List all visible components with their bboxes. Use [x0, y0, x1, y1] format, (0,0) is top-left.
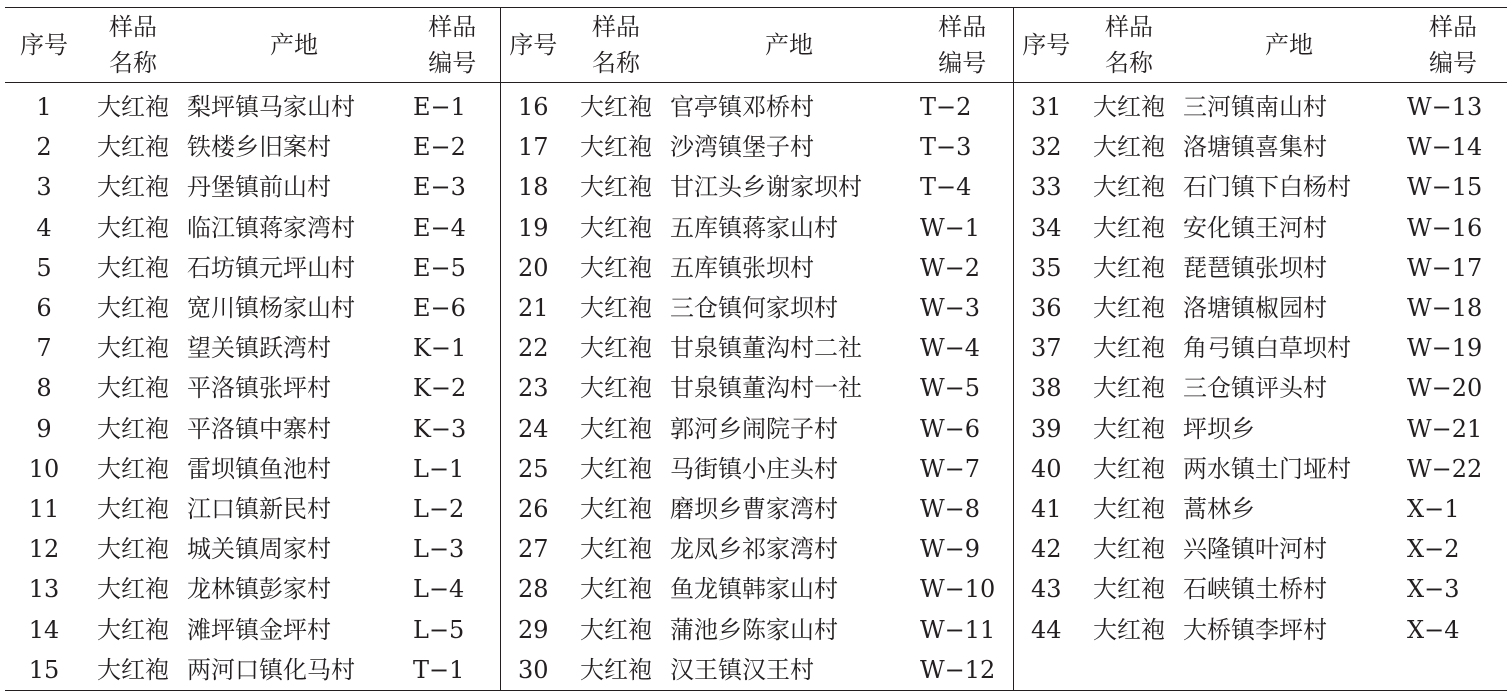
sample-name-cell: 大红袍: [97, 454, 169, 483]
origin-cell: 磨坝乡曹家湾村: [670, 494, 838, 523]
seq-cell: 29: [500, 609, 566, 649]
origin-cell: 龙林镇彭家村: [187, 575, 331, 604]
sample-name-cell: 大红袍: [1093, 615, 1165, 644]
seq-cell: 7: [36, 334, 52, 363]
sample-code-cell: W−14: [1407, 133, 1483, 162]
origin-cell: 鱼龙镇韩家山村: [670, 575, 838, 604]
seq-cell: 40: [1013, 449, 1079, 489]
seq-cell: 22: [500, 328, 566, 368]
seq-cell: 11: [28, 494, 60, 523]
origin-cell: 丹堡镇前山村: [187, 173, 331, 202]
sample-name-cell: 大红袍: [97, 414, 169, 443]
origin-cell: 琵琶镇张坝村: [1183, 253, 1327, 282]
origin-cell: 宽川镇杨家山村: [187, 294, 355, 323]
sample-code-cell: T−3: [920, 133, 972, 162]
table-row: [5, 83, 1507, 128]
sample-code-cell: W−1: [920, 213, 981, 242]
sample-code-cell: K−2: [413, 374, 467, 403]
origin-cell: 马街镇小庄头村: [670, 454, 838, 483]
header-sample-code: 样品 编号: [405, 8, 500, 83]
origin-cell: 铁楼乡旧案村: [187, 133, 331, 162]
sample-code-cell: E−4: [413, 213, 466, 242]
sample-code-cell: W−5: [920, 374, 981, 403]
sample-code-cell: W−4: [920, 334, 981, 363]
seq-cell: 38: [1013, 368, 1079, 408]
sample-code-cell: L−1: [413, 454, 465, 483]
origin-cell: 平洛镇张坪村: [187, 374, 331, 403]
sample-name-cell: 大红袍: [97, 294, 169, 323]
origin-cell: 城关镇周家村: [187, 535, 331, 564]
sample-code-cell: T−4: [920, 173, 972, 202]
table-row: [5, 489, 1507, 529]
header-origin: 产地: [183, 8, 405, 83]
seq-cell: 39: [1013, 409, 1079, 449]
origin-cell: 甘江头乡谢家坝村: [670, 173, 862, 202]
sample-code-cell: T−1: [405, 650, 500, 691]
header-seq: 序号: [5, 8, 83, 83]
origin-cell: 滩坪镇金坪村: [187, 615, 331, 644]
seq-cell: 9: [36, 414, 52, 443]
table-row: [5, 449, 1507, 489]
sample-name-cell: 大红袍: [580, 334, 652, 363]
sample-name-cell: 大红袍: [1093, 535, 1165, 564]
origin-cell: 望关镇跃湾村: [187, 334, 331, 363]
sample-name-cell: 大红袍: [1093, 414, 1165, 443]
sample-code-cell: L−3: [413, 535, 465, 564]
sample-name-cell: 大红袍: [1093, 334, 1165, 363]
seq-cell: 28: [500, 569, 566, 609]
origin-cell: 坪坝乡: [1183, 414, 1255, 443]
sample-code-cell: W−20: [1407, 374, 1483, 403]
origin-cell: 三河镇南山村: [1183, 93, 1327, 122]
seq-cell: 5: [36, 253, 52, 282]
table-row: [5, 529, 1507, 569]
seq-cell: 43: [1013, 569, 1079, 609]
header-sample-name: 样品 名称: [83, 8, 183, 83]
sample-code-cell: W−22: [1407, 454, 1483, 483]
origin-cell: 角弓镇白草坝村: [1183, 334, 1351, 363]
origin-cell: 两河口镇化马村: [183, 650, 405, 691]
seq-cell: 30: [500, 650, 566, 691]
seq-cell: 26: [500, 489, 566, 529]
origin-cell: 大桥镇李坪村: [1183, 615, 1327, 644]
seq-cell: 33: [1013, 167, 1079, 207]
sample-code-cell: X−1: [1407, 494, 1460, 523]
table-row: [5, 409, 1507, 449]
table-row: [5, 328, 1507, 368]
seq-cell: 3: [36, 173, 52, 202]
table-body: [5, 83, 1507, 691]
header-seq: 序号: [1013, 8, 1079, 83]
sample-name-cell: 大红袍: [97, 575, 169, 604]
seq-cell: 17: [500, 127, 566, 167]
sample-name-cell: 大红袍: [1093, 294, 1165, 323]
table-row: [5, 569, 1507, 609]
seq-cell: 16: [500, 83, 566, 128]
sample-code-cell: [1399, 650, 1507, 691]
table-row: [5, 609, 1507, 649]
seq-cell: 37: [1013, 328, 1079, 368]
origin-cell: 洛塘镇喜集村: [1183, 133, 1327, 162]
sample-name-cell: 大红袍: [97, 93, 169, 122]
origin-cell: 甘泉镇董沟村一社: [670, 374, 862, 403]
origin-cell: 三仓镇评头村: [1183, 374, 1327, 403]
seq-cell: 1: [36, 93, 52, 122]
seq-cell: 2: [36, 133, 52, 162]
seq-cell: [1013, 650, 1079, 691]
sample-code-cell: E−3: [413, 173, 466, 202]
origin-cell: 五库镇蒋家山村: [670, 213, 838, 242]
origin-cell: 蒲池乡陈家山村: [670, 615, 838, 644]
seq-cell: 15: [5, 650, 83, 691]
origin-cell: 龙凤乡祁家湾村: [670, 535, 838, 564]
sample-name-cell: 大红袍: [1093, 454, 1165, 483]
sample-code-cell: W−15: [1407, 173, 1483, 202]
sample-code-cell: E−6: [413, 294, 466, 323]
seq-cell: 27: [500, 529, 566, 569]
sample-name-cell: 大红袍: [1093, 494, 1165, 523]
table-row: [5, 650, 1507, 691]
seq-cell: 13: [28, 575, 60, 604]
sample-name-cell: 大红袍: [580, 253, 652, 282]
table-row: [5, 127, 1507, 167]
header-sample-name: 样品 名称: [1079, 8, 1179, 83]
sample-name-cell: 大红袍: [580, 575, 652, 604]
sample-code-cell: L−2: [413, 494, 465, 523]
sample-code-cell: W−6: [920, 414, 981, 443]
header-sample-name: 样品 名称: [566, 8, 666, 83]
sample-code-cell: W−18: [1407, 294, 1483, 323]
origin-cell: 蒿林乡: [1183, 494, 1255, 523]
origin-cell: [1179, 650, 1399, 691]
sample-name-cell: 大红袍: [580, 133, 652, 162]
seq-cell: 21: [500, 288, 566, 328]
seq-cell: 41: [1013, 489, 1079, 529]
sample-name-cell: 大红袍: [97, 374, 169, 403]
sample-name-cell: 大红袍: [1093, 374, 1165, 403]
sample-code-cell: E−5: [413, 253, 466, 282]
header-sample-code: 样品 编号: [1399, 8, 1507, 83]
seq-cell: 19: [500, 208, 566, 248]
origin-cell: 两水镇土门垭村: [1183, 454, 1351, 483]
origin-cell: 石坊镇元坪山村: [187, 253, 355, 282]
sample-name-cell: 大红袍: [97, 615, 169, 644]
seq-cell: 23: [500, 368, 566, 408]
seq-cell: 24: [500, 409, 566, 449]
seq-cell: 14: [28, 615, 60, 644]
table-row: [5, 368, 1507, 408]
origin-cell: 石门镇下白杨村: [1183, 173, 1351, 202]
seq-cell: 44: [1013, 609, 1079, 649]
sample-name-cell: 大红袍: [580, 294, 652, 323]
sample-name-cell: 大红袍: [1093, 93, 1165, 122]
sample-code-cell: E−2: [413, 133, 466, 162]
sample-code-cell: W−17: [1407, 253, 1483, 282]
sample-name-cell: 大红袍: [1093, 133, 1165, 162]
origin-cell: 甘泉镇董沟村二社: [670, 334, 862, 363]
origin-cell: 雷坝镇鱼池村: [187, 454, 331, 483]
header-sample-code: 样品 编号: [912, 8, 1013, 83]
sample-name-cell: 大红袍: [1093, 173, 1165, 202]
sample-code-cell: W−8: [920, 494, 981, 523]
sample-code-cell: W−9: [920, 535, 981, 564]
sample-code-cell: W−12: [912, 650, 1013, 691]
seq-cell: 32: [1013, 127, 1079, 167]
header-row: [5, 8, 1507, 83]
seq-cell: 8: [36, 374, 52, 403]
sample-code-cell: E−1: [413, 93, 466, 122]
origin-cell: 官亭镇邓桥村: [670, 93, 814, 122]
header-origin: 产地: [666, 8, 912, 83]
sample-name-cell: 大红袍: [580, 414, 652, 443]
table-row: [5, 167, 1507, 207]
sample-name-cell: 大红袍: [566, 650, 666, 691]
sample-name-cell: 大红袍: [97, 334, 169, 363]
origin-cell: 梨坪镇马家山村: [187, 93, 355, 122]
seq-cell: 4: [36, 213, 52, 242]
seq-cell: 10: [28, 454, 60, 483]
sample-code-cell: W−16: [1407, 213, 1483, 242]
sample-name-cell: 大红袍: [97, 253, 169, 282]
sample-code-cell: L−4: [413, 575, 465, 604]
seq-cell: 20: [500, 248, 566, 288]
sample-code-cell: W−13: [1407, 93, 1483, 122]
sample-name-cell: [1079, 650, 1179, 691]
sample-name-cell: 大红袍: [97, 133, 169, 162]
origin-cell: 兴隆镇叶河村: [1183, 535, 1327, 564]
sample-name-cell: 大红袍: [580, 454, 652, 483]
origin-cell: 江口镇新民村: [187, 494, 331, 523]
seq-cell: 12: [28, 535, 60, 564]
sample-code-cell: X−3: [1407, 575, 1460, 604]
seq-cell: 36: [1013, 288, 1079, 328]
sample-code-cell: W−11: [920, 615, 996, 644]
table-row: [5, 288, 1507, 328]
sample-name-cell: 大红袍: [580, 93, 652, 122]
sample-name-cell: 大红袍: [83, 650, 183, 691]
table-row: [5, 208, 1507, 248]
sample-code-cell: X−2: [1407, 535, 1460, 564]
origin-cell: 平洛镇中寨村: [187, 414, 331, 443]
origin-cell: 汉王镇汉王村: [666, 650, 912, 691]
sample-name-cell: 大红袍: [97, 173, 169, 202]
sample-name-cell: 大红袍: [1093, 575, 1165, 604]
sample-code-cell: W−10: [920, 575, 996, 604]
sample-code-cell: K−3: [413, 414, 467, 443]
seq-cell: 25: [500, 449, 566, 489]
sample-code-cell: K−1: [413, 334, 467, 363]
sample-name-cell: 大红袍: [580, 535, 652, 564]
sample-code-cell: W−7: [920, 454, 981, 483]
seq-cell: 35: [1013, 248, 1079, 288]
origin-cell: 三仓镇何家坝村: [670, 294, 838, 323]
sample-name-cell: 大红袍: [580, 213, 652, 242]
header-seq: 序号: [500, 8, 566, 83]
origin-cell: 洛塘镇椒园村: [1183, 294, 1327, 323]
sample-name-cell: 大红袍: [580, 173, 652, 202]
sample-name-cell: 大红袍: [1093, 253, 1165, 282]
origin-cell: 沙湾镇堡子村: [670, 133, 814, 162]
table-row: [5, 248, 1507, 288]
header-origin: 产地: [1179, 8, 1399, 83]
sample-name-cell: 大红袍: [580, 374, 652, 403]
sample-name-cell: 大红袍: [97, 213, 169, 242]
origin-cell: 安化镇王河村: [1183, 213, 1327, 242]
sample-name-cell: 大红袍: [580, 615, 652, 644]
sample-name-cell: 大红袍: [97, 535, 169, 564]
sample-code-cell: W−21: [1407, 414, 1483, 443]
sample-code-cell: W−2: [920, 253, 981, 282]
origin-cell: 五库镇张坝村: [670, 253, 814, 282]
sample-code-cell: W−3: [920, 294, 981, 323]
origin-cell: 郭河乡闹院子村: [670, 414, 838, 443]
origin-cell: 临江镇蒋家湾村: [187, 213, 355, 242]
sample-code-cell: X−4: [1407, 615, 1460, 644]
sample-origin-table: [5, 7, 1507, 691]
sample-code-cell: W−19: [1407, 334, 1483, 363]
seq-cell: 18: [500, 167, 566, 207]
origin-cell: 石峡镇土桥村: [1183, 575, 1327, 604]
sample-name-cell: 大红袍: [97, 494, 169, 523]
sample-name-cell: 大红袍: [580, 494, 652, 523]
sample-name-cell: 大红袍: [1093, 213, 1165, 242]
sample-code-cell: T−2: [920, 93, 972, 122]
seq-cell: 34: [1013, 208, 1079, 248]
seq-cell: 42: [1013, 529, 1079, 569]
seq-cell: 31: [1013, 83, 1079, 128]
sample-code-cell: L−5: [413, 615, 465, 644]
seq-cell: 6: [36, 294, 52, 323]
